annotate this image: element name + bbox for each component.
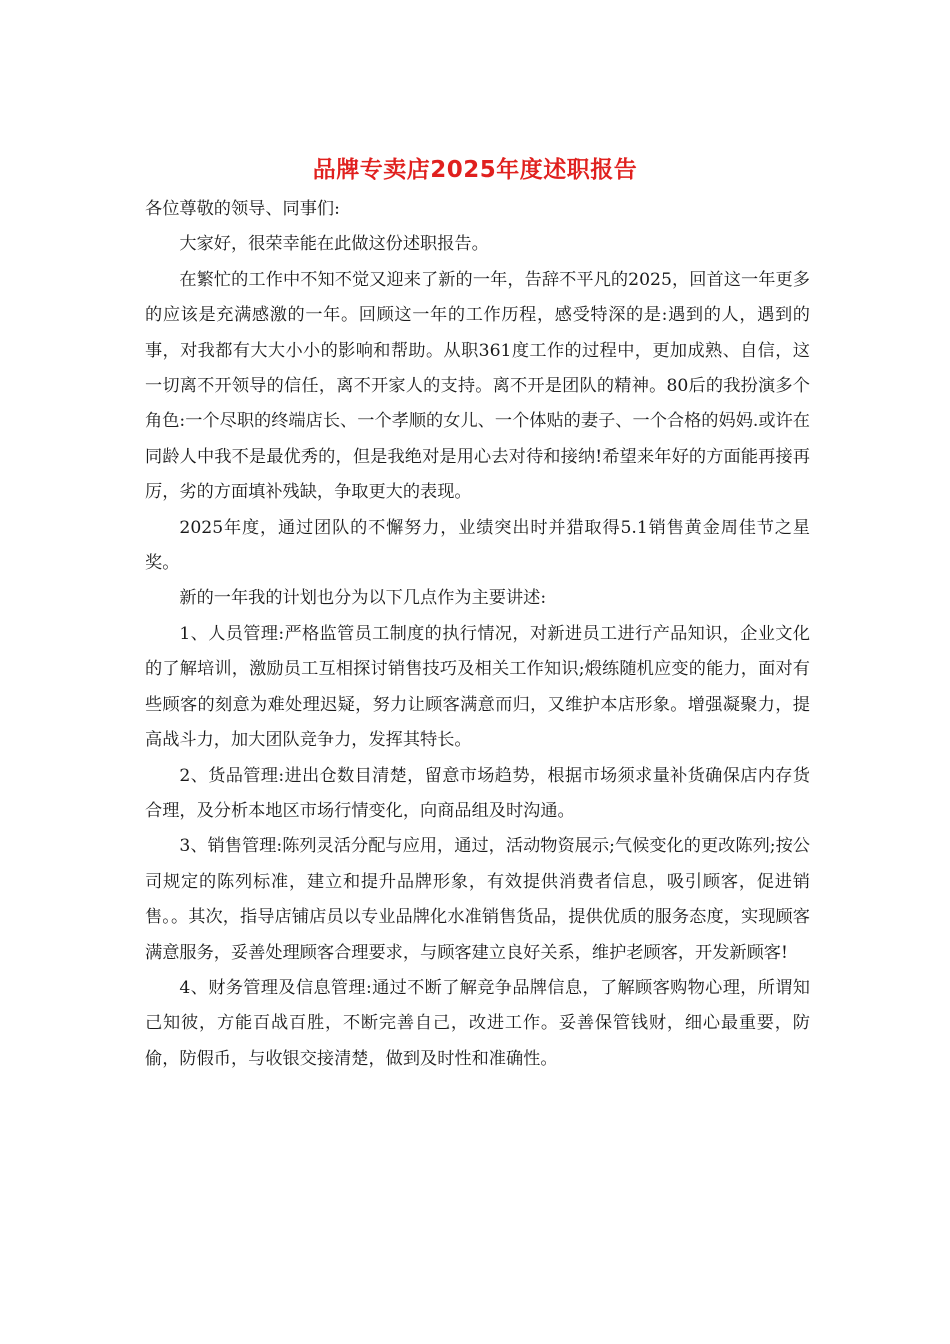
paragraph-finance-management: 4、财务管理及信息管理:通过不断了解竞争品牌信息，了解顾客购物心理，所谓知己知彼，方能百战百胜，不断完善自己，改进工作。妥善保管钱财，细心最重要，防偷，防假币，与收银交接清楚，做到及时性和准确性。 [145,977,810,1069]
paragraph-achievement: 2025年度，通过团队的不懈努力，业绩突出时并猎取得5.1销售黄金周佳节之星奖。 [145,517,810,574]
paragraph-greeting: 大家好，很荣幸能在此做这份述职报告。 [179,234,489,255]
paragraph-plan-intro: 新的一年我的计划也分为以下几点作为主要讲述: [179,588,547,609]
paragraph-review: 在繁忙的工作中不知不觉又迎来了新的一年，告辞不平凡的2025，回首这一年更多的应该是充满感激的一年。回顾这一年的工作历程，感受特深的是:遇到的人，遇到的事，对我都有大大小小的影响和帮助。从职361度工作的过程中，更加成熟、自信，这一切离不开领导的信任，离不开家人的支持。离不开是团队的精神。80后的我扮演多个角色:一个尽职的终端店长、一个孝顺的女儿、一个体贴的妻子、一个合格的妈妈.或许在同龄人中我不是最优秀的，但是我绝对是用心去对待和接纳!希望来年好的方面能再接再厉，劣的方面填补残缺，争取更大的表现。 [145,269,810,503]
document-title: 品牌专卖店2025年度述职报告 [312,157,638,183]
salutation: 各位尊敬的领导、同事们: [145,199,340,219]
paragraph-sales-management: 3、销售管理:陈列灵活分配与应用，通过，活动物资展示;气候变化的更改陈列;按公司规定的陈列标准，建立和提升品牌形象，有效提供消费者信息，吸引顾客，促进销售。。其次，指导店铺店员以专业品牌化水准销售货品，提供优质的服务态度，实现顾客满意服务，妥善处理顾客合理要求，与顾客建立良好关系，维护老顾客，开发新顾客! [145,836,810,963]
paragraph-staff-management: 1、人员管理:严格监管员工制度的执行情况，对新进员工进行产品知识，企业文化的了解培训，激励员工互相探讨销售技巧及相关工作知识;煅练随机应变的能力，面对有些顾客的刻意为难处理迟疑，努力让顾客满意而归，又维护本店形象。增强凝聚力，提高战斗力，加大团队竞争力，发挥其特长。 [145,623,810,751]
paragraph-goods-management: 2、货品管理:进出仓数目清楚，留意市场趋势，根据市场须求量补货确保店内存货合理，及分析本地区市场行情变化，向商品组及时沟通。 [145,765,810,821]
document-body [145,192,810,1077]
